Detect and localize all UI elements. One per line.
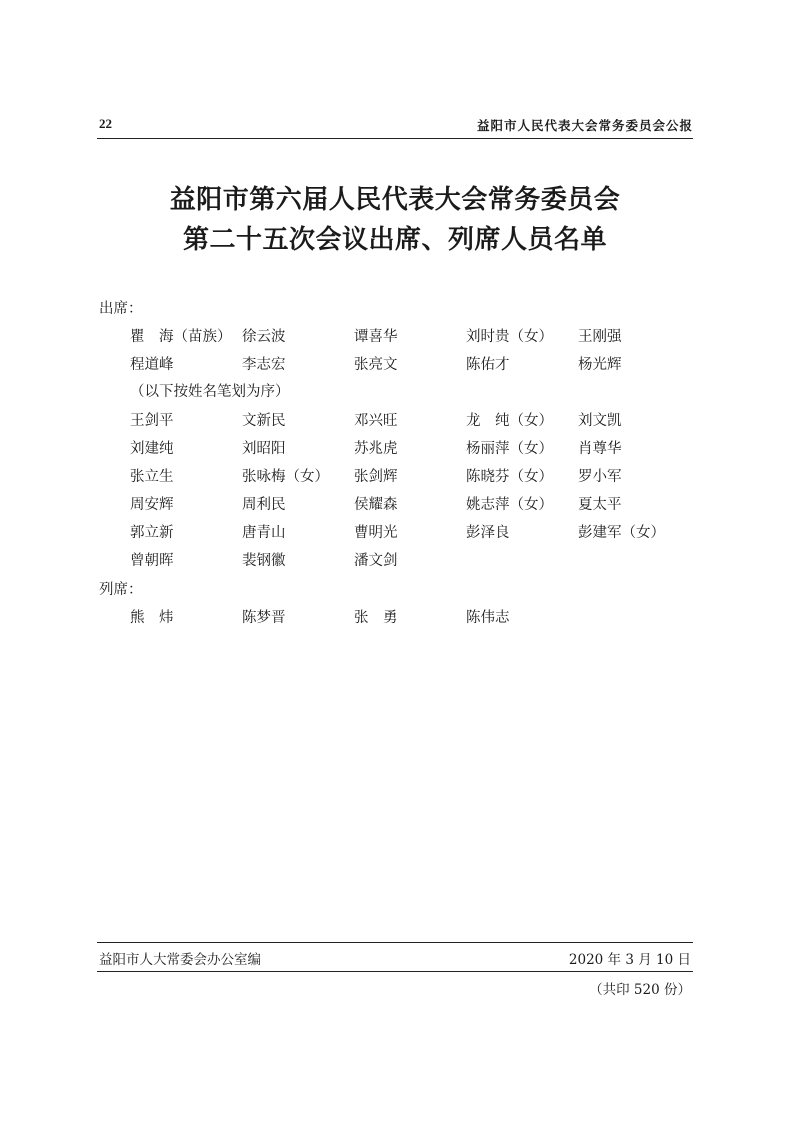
attendee-name: 刘建纯 — [130, 441, 174, 457]
attendee-name: 谭喜华 — [354, 329, 398, 345]
footer-date: 2020 年 3 月 10 日 — [568, 952, 691, 968]
attendance-label: 出席： — [99, 301, 143, 317]
nonvoting-label: 列席： — [99, 582, 143, 598]
attendee-name: 夏太平 — [578, 497, 622, 513]
attendee-name: 刘文凯 — [578, 413, 622, 429]
attendee-name: 王剑平 — [130, 413, 174, 429]
attendee-name: 杨丽萍（女） — [466, 441, 553, 457]
journal-title: 益阳市人民代表大会常务委员会公报 — [476, 118, 693, 133]
order-note: （以下按姓名笔划为序） — [130, 384, 290, 400]
attendee-name: 杨光辉 — [578, 357, 622, 373]
nonvoting-name: 张 勇 — [354, 610, 398, 626]
footer-editor: 益阳市人大常委会办公室编 — [99, 952, 261, 968]
attendee-name: 陈佑才 — [466, 357, 510, 373]
attendee-name: 张剑辉 — [354, 469, 398, 485]
attendee-name: 周安辉 — [130, 497, 174, 513]
attendee-name: 裴钢徽 — [242, 553, 286, 569]
nonvoting-name: 陈梦晋 — [242, 610, 286, 626]
title-line-1: 益阳市第六届人民代表大会常务委员会 — [169, 185, 621, 215]
attendee-name: 曾朝晖 — [130, 553, 174, 569]
attendee-name: 龙 纯（女） — [466, 413, 553, 429]
document-title — [97, 180, 693, 260]
attendee-name: 唐青山 — [242, 525, 286, 541]
attendee-name: 苏兆虎 — [354, 441, 398, 457]
attendee-name: 潘文剑 — [354, 553, 398, 569]
attendee-name: 张咏梅（女） — [242, 469, 329, 485]
attendee-name: 瞿 海（苗族） — [130, 329, 232, 345]
attendee-name: 王刚强 — [578, 329, 622, 345]
attendee-name: 姚志萍（女） — [466, 497, 553, 513]
attendee-name: 李志宏 — [242, 357, 286, 373]
attendee-name: 文新民 — [242, 413, 286, 429]
attendee-name: 周利民 — [242, 497, 286, 513]
attendee-name: 郭立新 — [130, 525, 174, 541]
attendee-name: 侯耀森 — [354, 497, 398, 513]
attendee-name: 彭建军（女） — [578, 525, 665, 541]
attendee-name: 肖尊华 — [578, 441, 622, 457]
attendee-name: 张立生 — [130, 469, 174, 485]
attendee-name: 刘昭阳 — [242, 441, 286, 457]
attendee-name: 陈晓芬（女） — [466, 469, 553, 485]
attendee-name: 邓兴旺 — [354, 413, 398, 429]
attendee-name: 徐云波 — [242, 329, 286, 345]
attendee-name: 罗小军 — [578, 469, 622, 485]
title-line-2: 第二十五次会议出席、列席人员名单 — [182, 225, 607, 255]
attendee-name: 刘时贵（女） — [466, 329, 553, 345]
nonvoting-name: 陈伟志 — [466, 610, 510, 626]
attendee-name: 彭泽良 — [466, 525, 510, 541]
attendee-name: 张亮文 — [354, 357, 398, 373]
attendee-name: 程道峰 — [130, 357, 174, 373]
attendee-name: 曹明光 — [354, 525, 398, 541]
page-number: 22 — [99, 116, 112, 131]
page-footer — [97, 942, 693, 972]
nonvoting-name: 熊 炜 — [130, 610, 174, 626]
print-count: （共印 520 份） — [589, 982, 691, 998]
page-header — [97, 116, 693, 139]
